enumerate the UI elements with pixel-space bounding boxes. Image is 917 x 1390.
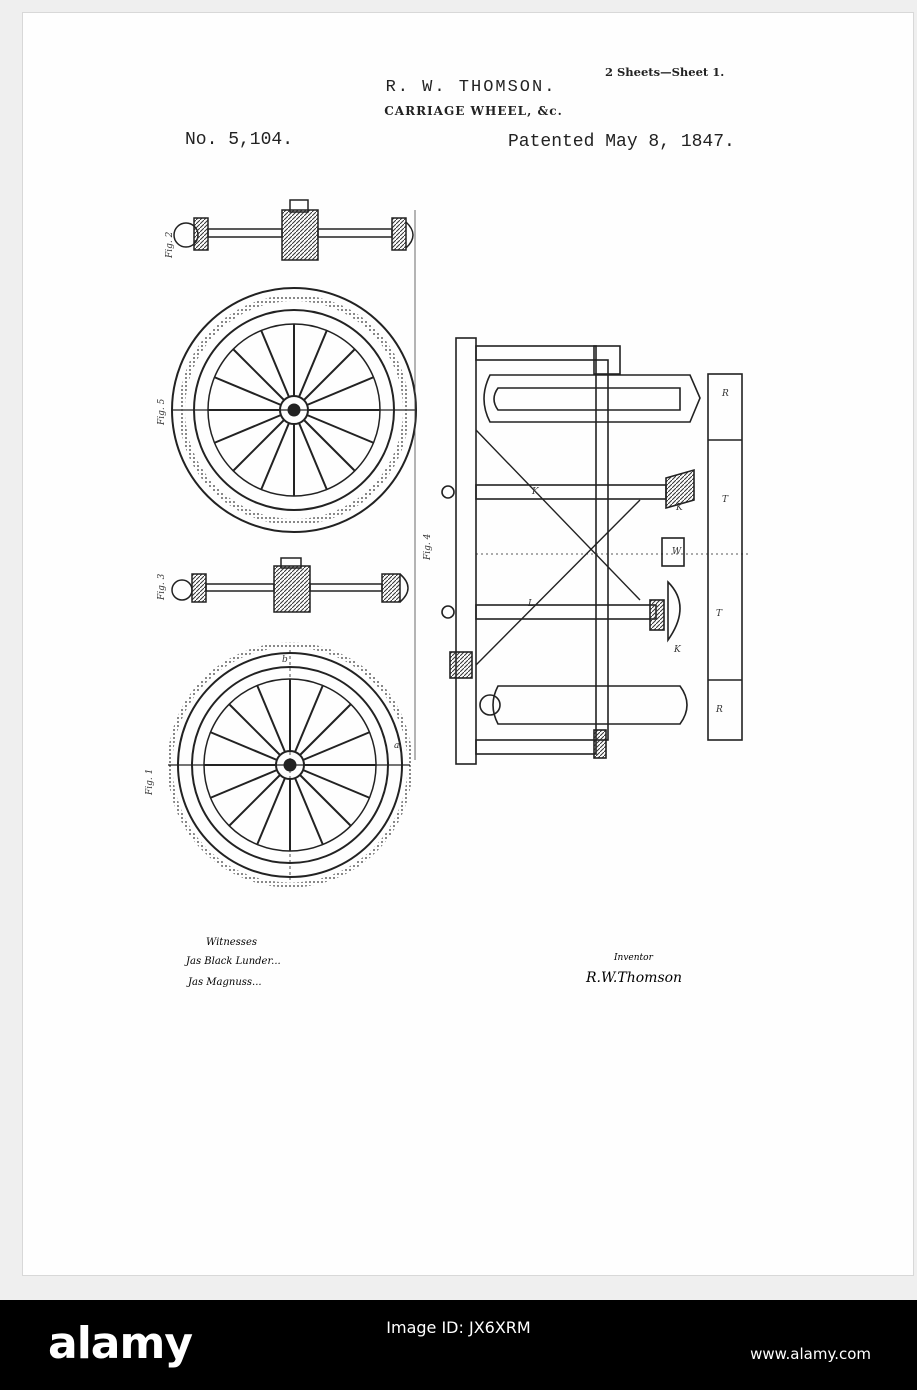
inventor-signature-block xyxy=(585,953,682,986)
part-letter-b: b xyxy=(282,655,288,665)
alamy-logo: alamy xyxy=(48,1318,192,1369)
fig-3-axle-drawing xyxy=(172,558,408,612)
part-letter-r: R xyxy=(722,389,729,399)
inventor-label: Inventor xyxy=(614,953,653,963)
part-letter-w: W xyxy=(672,547,682,557)
image-id: Image ID: JX6XRM xyxy=(386,1318,531,1337)
part-letter-k: K xyxy=(532,487,539,497)
part-letter-k: K xyxy=(676,503,683,513)
fig-5-label: Fig. 5 xyxy=(157,398,167,425)
witness-signature-2: Jas Magnuss... xyxy=(188,977,262,988)
sheet-count: 2 Sheets—Sheet 1. xyxy=(605,65,725,79)
witness-signatures xyxy=(184,937,281,988)
part-letter-l: L xyxy=(528,599,534,609)
site-url: www.alamy.com xyxy=(750,1345,871,1363)
part-letter-k: K xyxy=(674,645,681,655)
fig-2-axle-drawing xyxy=(174,200,413,260)
patent-number: No. 5,104. xyxy=(185,130,294,150)
fig-1-label: Fig. 1 xyxy=(145,768,155,795)
patent-subject: CARRIAGE WHEEL, &c. xyxy=(384,104,563,118)
fig-1-wheel-drawing xyxy=(168,645,410,885)
fig-4-label: Fig. 4 xyxy=(423,533,433,560)
fig-2-label: Fig. 2 xyxy=(165,231,175,258)
part-letter-t: T xyxy=(722,495,729,505)
patent-date: Patented May 8, 1847. xyxy=(508,132,735,152)
inventor-signature: R.W.Thomson xyxy=(586,970,683,986)
inventor-name: R. W. THOMSON. xyxy=(385,78,557,97)
part-letter-t: T xyxy=(716,609,723,619)
part-letter-r: R xyxy=(716,705,723,715)
witness-signature-1: Jas Black Lunder... xyxy=(186,956,281,967)
part-letter-a: a xyxy=(394,741,400,751)
witnesses-label: Witnesses xyxy=(206,937,257,948)
fig-4-carriage-drawing xyxy=(442,338,750,764)
fig-5-wheel-drawing xyxy=(172,288,416,532)
fig-3-label: Fig. 3 xyxy=(157,573,167,600)
